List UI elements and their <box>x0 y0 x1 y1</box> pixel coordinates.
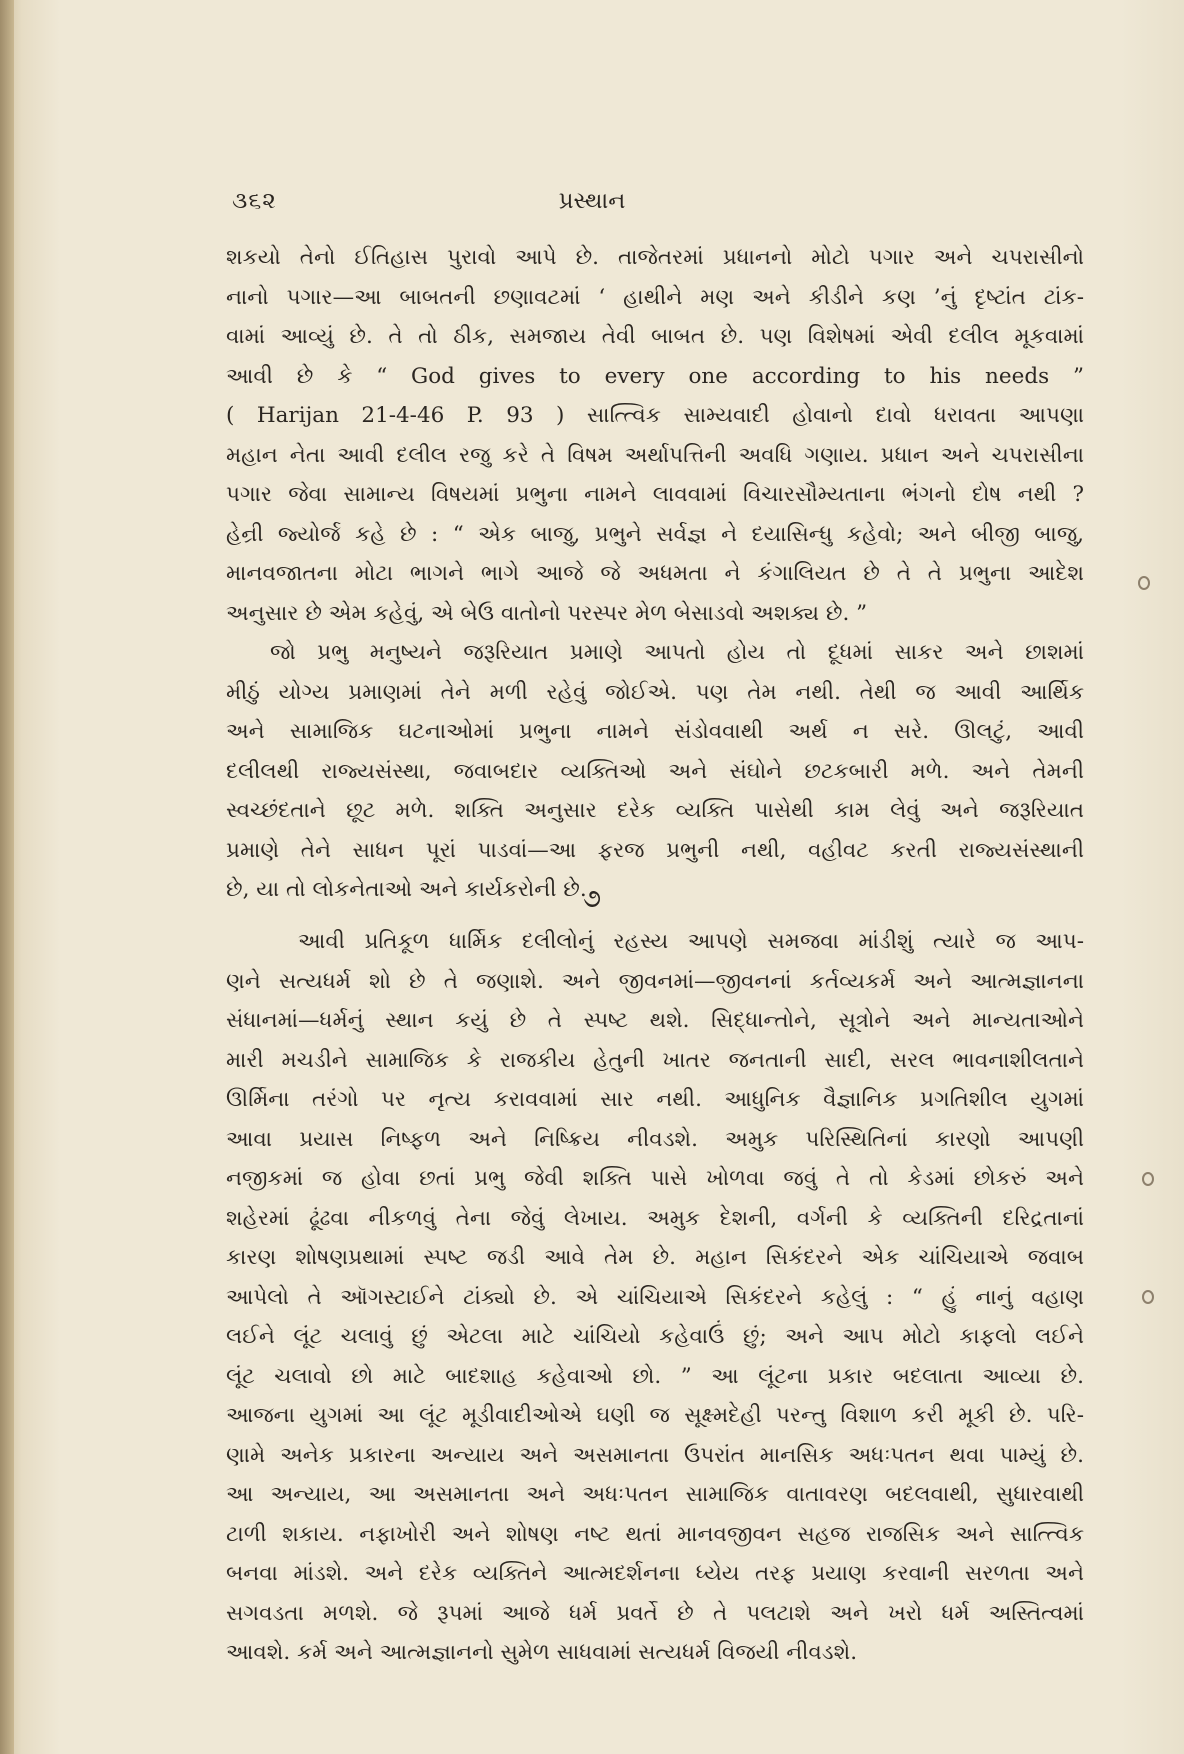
text-line: સંધાનમાં—ધર્મનું સ્થાન કયું છે તે સ્પષ્ટ થશે. સિદ્ધાન્તોને, સૂત્રોને અને માન્યતાઓને <box>226 1008 1084 1033</box>
section-number: ૭ <box>582 884 602 914</box>
text-line: મારી મચડીને સામાજિક કે રાજકીય હેતુની ખાતર જનતાની સાદી, સરલ ભાવનાશીલતાને <box>226 1047 1084 1073</box>
text-line: નાનો પગાર—આ બાબતની છણાવટમાં ‘ હાથીને મણ અને કીડીને કણ ’નું દૃષ્ટાંત ટાંક- <box>226 284 1084 310</box>
margin-mark <box>1142 1172 1154 1186</box>
text-line: આવા પ્રયાસ નિષ્ફળ અને નિષ્ક્રિય નીવડશે. અમુક પરિસ્થિતિનાં કારણો આપણી <box>226 1126 1084 1152</box>
text-line: શકયો તેનો ઈતિહાસ પુરાવો આપે છે. તાજેતરમાં પ્રધાનનો મોટો પગાર અને ચપરાસીનો <box>226 245 1084 270</box>
text-line: આ અન્યાય, આ અસમાનતા અને અધઃપતન સામાજિક વાતાવરણ બદલવાથી, સુધારવાથી <box>226 1482 1084 1507</box>
text-line: લૂંટ ચલાવો છો માટે બાદશાહ કહેવાઓ છો. ” આ લૂંટના પ્રકાર બદલાતા આવ્યા છે. <box>226 1363 1084 1389</box>
text-line: માનવજાતના મોટા ભાગને ભાગે આજે જે અધમતા ને કંગાલિયત છે તે તે પ્રભુના આદેશ <box>226 561 1084 586</box>
text-line: અનુસાર છે એમ કહેવું, એ બેઉ વાતોનો પરસ્પર મેળ બેસાડવો અશક્ય છે. ” <box>226 600 868 626</box>
margin-mark <box>1142 1290 1154 1304</box>
text-line: પગાર જેવા સામાન્ય વિષયમાં પ્રભુના નામને લાવવામાં વિચારસૌમ્યતાના ભંગનો દોષ નથી ? <box>226 482 1084 507</box>
text-line: આવી પ્રતિકૂળ ધાર્મિક દલીલોનું રહસ્ય આપણે સમજવા માંડીશું ત્યારે જ આપ- <box>298 929 1084 954</box>
paragraph-3 <box>226 922 1084 1673</box>
text-line: મહાન નેતા આવી દલીલ રજુ કરે તે વિષમ અર્થાપત્તિની અવધિ ગણાય. પ્રધાન અને ચપરાસીના <box>226 442 1084 468</box>
text-line: દલીલથી રાજ્યસંસ્થા, જવાબદાર વ્યક્તિઓ અને સંઘોને છટકબારી મળે. અને તેમની <box>226 758 1084 784</box>
text-line: ણને સત્યધર્મ શો છે તે જણાશે. અને જીવનમાં—જીવનનાં કર્તવ્યકર્મ અને આત્મજ્ઞાનના <box>226 968 1084 994</box>
paragraph-2 <box>226 633 1084 910</box>
page-header <box>0 188 1184 218</box>
text-line: ટાળી શકાય. નફાખોરી અને શોષણ નષ્ટ થતાં માનવજીવન સહજ રાજસિક અને સાત્ત્વિક <box>226 1521 1084 1547</box>
text-line: શહેરમાં ઢૂંઢવા નીકળવું તેના જેવું લેખાય. અમુક દેશની, વર્ગની કે વ્યક્તિની દરિદ્રતાનાં <box>226 1205 1084 1231</box>
text-line: બનવા માંડશે. અને દરેક વ્યક્તિને આત્મદર્શનના ધ્યેય તરફ પ્રયાણ કરવાની સરળતા અને <box>226 1561 1084 1586</box>
text-line: સગવડતા મળશે. જે રૂપમાં આજે ધર્મ પ્રવર્તે છે તે પલટાશે અને ખરો ધર્મ અસ્તિત્વમાં <box>226 1600 1084 1626</box>
text-line: વામાં આવ્યું છે. તે તો ઠીક, સમજાય તેવી બાબત છે. પણ વિશેષમાં એવી દલીલ મૂકવામાં <box>226 324 1084 349</box>
text-line: આવશે. કર્મ અને આત્મજ્ઞાનનો સુમેળ સાધવામાં સત્યધર્મ વિજયી નીવડશે. <box>226 1640 858 1665</box>
paragraph-1 <box>226 238 1084 633</box>
page-number: ૩૬૨ <box>232 188 277 214</box>
text-line: સ્વચ્છંદતાને છૂટ મળે. શક્તિ અનુસાર દરેક વ્યક્તિ પાસેથી કામ લેવું અને જરૂરિયાત <box>226 798 1084 823</box>
page-binding-edge <box>0 0 14 1754</box>
text-line: આજના યુગમાં આ લૂંટ મૂડીવાદીઓએ ઘણી જ સૂક્ષ્મદેહી પરન્તુ વિશાળ કરી મૂકી છે. પરિ- <box>226 1403 1084 1428</box>
text-line: ણામે અનેક પ્રકારના અન્યાય અને અસમાનતા ઉપરાંત માનસિક અધઃપતન થવા પામ્યું છે. <box>226 1442 1084 1468</box>
running-title: પ્રસ્થાન <box>558 188 626 214</box>
text-line: હેન્રી જ્યોર્જ કહે છે : “ એક બાજુ, પ્રભુને સર્વજ્ઞ ને દયાસિન્ધુ કહેવો; અને બીજી બાજુ, <box>226 521 1084 547</box>
text-line: છે, યા તો લોકનેતાઓ અને કાર્યકરોની છે. <box>226 877 587 902</box>
text-line: આપેલો તે ઑગસ્ટાઈને ટાંક્યો છે. એ ચાંચિયાએ સિકંદરને કહેલું : “ હું નાનું વહાણ <box>226 1284 1084 1310</box>
text-line: ( Harijan 21-4-46 P. 93 ) સાત્ત્વિક સામ્યવાદી હોવાનો દાવો ધરાવતા આપણા <box>226 403 1084 428</box>
text-line: લઈને લૂંટ ચલાવું છું એટલા માટે ચાંચિયો કહેવાઉં છું; અને આપ મોટો કાફલો લઈને <box>226 1324 1084 1349</box>
text-line: ઊર્મિના તરંગો પર નૃત્ય કરાવવામાં સાર નથી. આધુનિક વૈજ્ઞાનિક પ્રગતિશીલ યુગમાં <box>226 1087 1084 1112</box>
text-line: જો પ્રભુ મનુષ્યને જરૂરિયાત પ્રમાણે આપતો હોય તો દૂધમાં સાકર અને છાશમાં <box>270 640 1084 665</box>
text-line: પ્રમાણે તેને સાધન પૂરાં પાડવાં—આ ફરજ પ્રભુની નથી, વહીવટ કરતી રાજ્યસંસ્થાની <box>226 837 1084 863</box>
text-line: અને સામાજિક ઘટનાઓમાં પ્રભુના નામને સંડોવવાથી અર્થ ન સરે. ઊલટું, આવી <box>226 719 1084 744</box>
text-line: નજીકમાં જ હોવા છતાં પ્રભુ જેવી શક્તિ પાસે ખોળવા જવું તે તો કેડમાં છોકરું અને <box>226 1166 1084 1191</box>
margin-mark <box>1138 576 1150 590</box>
text-line: મીઠું યોગ્ય પ્રમાણમાં તેને મળી રહેવું જોઈએ. પણ તેમ નથી. તેથી જ આવી આર્થિક <box>226 679 1084 705</box>
text-line: કારણ શોષણપ્રથામાં સ્પષ્ટ જડી આવે તેમ છે. મહાન સિકંદરને એક ચાંચિયાએ જવાબ <box>226 1245 1084 1270</box>
text-line: આવી છે કે “ God gives to every one according to his needs ” <box>226 363 1084 389</box>
